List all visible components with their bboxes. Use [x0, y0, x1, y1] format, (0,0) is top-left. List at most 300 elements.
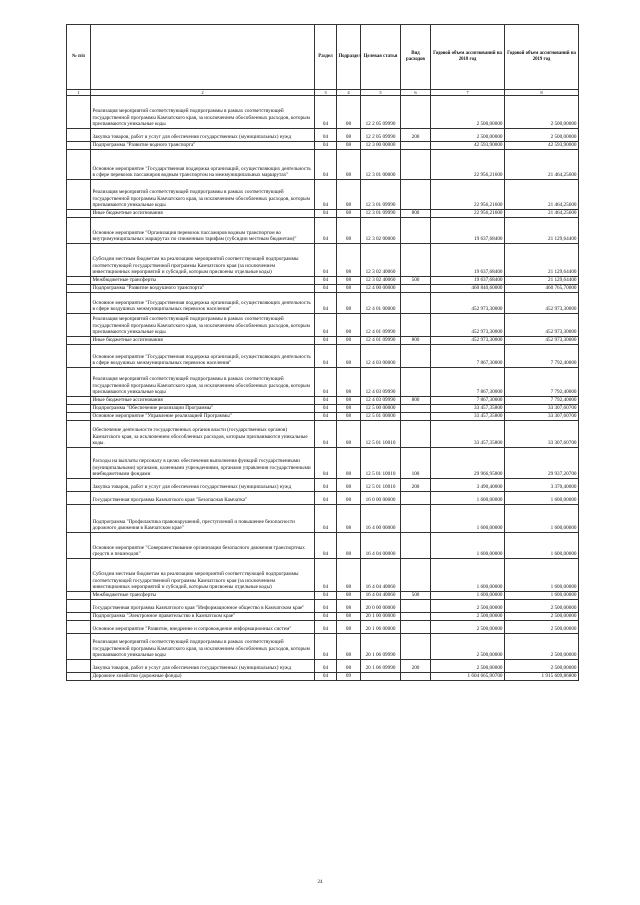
row-target-cell: 20 1 06 00000	[361, 621, 401, 634]
header-2018: Годовой объем ассигнований на 2018 год	[431, 25, 505, 90]
row-2019-cell: 1 600,00000	[505, 559, 579, 592]
row-num-cell	[67, 150, 91, 180]
row-target-cell	[361, 673, 401, 681]
row-num-cell	[67, 505, 91, 533]
row-subsection-cell: 08	[337, 492, 361, 505]
header-2019: Годовой объем ассигнований на 2019 год	[505, 25, 579, 90]
row-name-cell: Межбюджетные трансферты	[91, 277, 315, 285]
row-num-cell	[67, 314, 91, 337]
row-2018-cell: 1 600,00000	[431, 505, 505, 533]
table-row	[67, 405, 579, 413]
row-subsection-cell: 08	[337, 96, 361, 129]
row-expense-type-cell: 500	[401, 592, 431, 600]
row-name-cell: Основное мероприятие "Развитие, внедрение и сопровождение информационных систем"	[91, 621, 315, 634]
row-section-cell: 04	[315, 613, 337, 621]
row-2018-cell: 2 500,00000	[431, 96, 505, 129]
row-2018-cell: 460 840,60000	[431, 285, 505, 293]
row-subsection-cell: 08	[337, 613, 361, 621]
row-2018-cell: 33 457,35800	[431, 405, 505, 413]
row-target-cell: 12 5 00 00000	[361, 405, 401, 413]
row-section-cell: 04	[315, 397, 337, 405]
row-name-cell: Подпрограмма "Профилактика правонарушений, преступлений и повышение безопасности дорожного движения в Камчатском крае"	[91, 505, 315, 533]
row-expense-type-cell	[401, 405, 431, 413]
row-2018-cell: 2 500,00000	[431, 613, 505, 621]
table-row	[67, 180, 579, 210]
table-row	[67, 96, 579, 129]
row-target-cell: 20 1 06 09990	[361, 634, 401, 660]
row-name-cell: Подпрограмма "Электронное правительство в Камчатском крае"	[91, 613, 315, 621]
row-target-cell: 12 3 02 40060	[361, 277, 401, 285]
row-num-cell	[67, 448, 91, 479]
row-section-cell: 04	[315, 293, 337, 314]
row-section-cell: 04	[315, 142, 337, 150]
row-expense-type-cell: 100	[401, 448, 431, 479]
row-target-cell: 12 2 05 09990	[361, 96, 401, 129]
row-target-cell: 16 4 00 00000	[361, 505, 401, 533]
row-name-cell: Реализация мероприятий соответствующей подпрограммы в рамках соответствующей государственной программы Камчатского края, за исключением обособленных расходов, которым присваиваются уникальные коды	[91, 314, 315, 337]
row-target-cell: 12 3 00 00000	[361, 142, 401, 150]
table-row	[67, 660, 579, 673]
table-row	[67, 218, 579, 244]
row-section-cell: 04	[315, 621, 337, 634]
row-expense-type-cell	[401, 600, 431, 613]
row-2018-cell: 7 867,30000	[431, 368, 505, 397]
row-section-cell: 04	[315, 345, 337, 368]
column-number: 3	[315, 90, 337, 96]
row-subsection-cell: 08	[337, 293, 361, 314]
row-target-cell: 16 4 04 00000	[361, 533, 401, 559]
row-name-cell: Реализация мероприятий соответствующей подпрограммы в рамках соответствующей государственной программы Камчатского края, за исключением обособленных расходов, которым присваиваются уникальные коды	[91, 180, 315, 210]
row-subsection-cell: 08	[337, 600, 361, 613]
row-subsection-cell: 08	[337, 621, 361, 634]
row-expense-type-cell	[401, 285, 431, 293]
row-name-cell: Иные бюджетные ассигнования	[91, 210, 315, 218]
row-section-cell: 04	[315, 150, 337, 180]
row-num-cell	[67, 142, 91, 150]
row-section-cell: 04	[315, 634, 337, 660]
table-row	[67, 621, 579, 634]
row-num-cell	[67, 337, 91, 345]
row-section-cell: 04	[315, 592, 337, 600]
row-name-cell: Закупка товаров, работ и услуг для обеспечения государственных (муниципальных) нужд	[91, 479, 315, 492]
row-num-cell	[67, 218, 91, 244]
row-expense-type-cell	[401, 559, 431, 592]
row-section-cell: 04	[315, 448, 337, 479]
row-target-cell: 12 3 02 40060	[361, 244, 401, 277]
row-2018-cell: 452 973,30000	[431, 314, 505, 337]
row-target-cell: 12 4 03 09990	[361, 397, 401, 405]
row-num-cell	[67, 277, 91, 285]
row-2019-cell: 21 129,64400	[505, 218, 579, 244]
table-row	[67, 492, 579, 505]
row-subsection-cell: 08	[337, 337, 361, 345]
row-name-cell: Иные бюджетные ассигнования	[91, 397, 315, 405]
row-name-cell: Обеспечение деятельности государственных органов власти (государственных органов) Камчатского края, за исключением обособленных расходов, которым присваиваются уникальные коды.	[91, 421, 315, 448]
column-number: 5	[361, 90, 401, 96]
row-2018-cell: 19 637,68400	[431, 218, 505, 244]
row-num-cell	[67, 600, 91, 613]
row-expense-type-cell	[401, 218, 431, 244]
row-expense-type-cell	[401, 368, 431, 397]
header-row	[67, 25, 579, 90]
row-name-cell: Подпрограмма "Развитие водного транспорта"	[91, 142, 315, 150]
row-num-cell	[67, 559, 91, 592]
row-2019-cell: 2 500,00000	[505, 600, 579, 613]
row-2019-cell: 1 600,00000	[505, 505, 579, 533]
row-subsection-cell: 08	[337, 592, 361, 600]
row-target-cell: 12 3 01 09990	[361, 180, 401, 210]
column-number: 8	[505, 90, 579, 96]
row-2018-cell: 1 600,00000	[431, 592, 505, 600]
row-section-cell: 04	[315, 492, 337, 505]
row-num-cell	[67, 592, 91, 600]
row-expense-type-cell	[401, 621, 431, 634]
table-row	[67, 244, 579, 277]
row-expense-type-cell	[401, 150, 431, 180]
row-name-cell: Закупка товаров, работ и услуг для обеспечения государственных (муниципальных) нужд	[91, 129, 315, 142]
row-2019-cell: 2 500,00000	[505, 96, 579, 129]
row-num-cell	[67, 479, 91, 492]
table-row	[67, 600, 579, 613]
row-subsection-cell: 08	[337, 277, 361, 285]
row-num-cell	[67, 210, 91, 218]
table-row	[67, 397, 579, 405]
header-target: Целевая статья	[361, 25, 401, 90]
table-row	[67, 150, 579, 180]
row-name-cell: Государственная программа Камчатского края "Безопасная Камчатка"	[91, 492, 315, 505]
row-subsection-cell: 08	[337, 533, 361, 559]
row-expense-type-cell: 800	[401, 337, 431, 345]
row-target-cell: 12 4 01 09990	[361, 314, 401, 337]
table-row	[67, 277, 579, 285]
row-name-cell: Межбюджетные трансферты	[91, 592, 315, 600]
row-subsection-cell: 08	[337, 218, 361, 244]
row-section-cell: 04	[315, 413, 337, 421]
row-num-cell	[67, 180, 91, 210]
row-2019-cell: 7 792,40000	[505, 368, 579, 397]
row-2018-cell: 2 500,00000	[431, 129, 505, 142]
row-subsection-cell: 08	[337, 180, 361, 210]
row-section-cell: 04	[315, 421, 337, 448]
row-num-cell	[67, 405, 91, 413]
row-section-cell: 04	[315, 218, 337, 244]
row-num-cell	[67, 421, 91, 448]
row-subsection-cell: 08	[337, 244, 361, 277]
row-num-cell	[67, 413, 91, 421]
row-name-cell: Подпрограмма "Развитие воздушного транспорта"	[91, 285, 315, 293]
row-2018-cell: 7 867,30000	[431, 345, 505, 368]
row-num-cell	[67, 634, 91, 660]
row-section-cell: 04	[315, 660, 337, 673]
row-2019-cell: 29 937,20700	[505, 448, 579, 479]
row-2018-cell: 452 973,30000	[431, 337, 505, 345]
row-target-cell: 12 4 03 09990	[361, 368, 401, 397]
row-num-cell	[67, 533, 91, 559]
row-2019-cell: 7 792,40000	[505, 345, 579, 368]
row-2018-cell: 2 500,00000	[431, 660, 505, 673]
row-num-cell	[67, 293, 91, 314]
row-target-cell: 12 3 01 09990	[361, 210, 401, 218]
row-2018-cell: 33 457,35800	[431, 421, 505, 448]
row-section-cell: 04	[315, 673, 337, 681]
table-row	[67, 559, 579, 592]
table-row	[67, 337, 579, 345]
row-target-cell: 16 4 04 40060	[361, 559, 401, 592]
row-subsection-cell: 08	[337, 397, 361, 405]
row-subsection-cell: 08	[337, 368, 361, 397]
row-target-cell: 12 3 01 00000	[361, 150, 401, 180]
table-row	[67, 413, 579, 421]
row-subsection-cell: 09	[337, 673, 361, 681]
table-row	[67, 142, 579, 150]
row-target-cell: 16 4 04 40060	[361, 592, 401, 600]
row-num-cell	[67, 673, 91, 681]
row-2018-cell: 1 600,00000	[431, 559, 505, 592]
row-subsection-cell: 08	[337, 559, 361, 592]
row-expense-type-cell	[401, 413, 431, 421]
header-subsection: Подраздел	[337, 25, 361, 90]
row-2019-cell: 452 973,30000	[505, 293, 579, 314]
table-row	[67, 293, 579, 314]
row-subsection-cell: 08	[337, 505, 361, 533]
row-2019-cell: 452 973,30000	[505, 337, 579, 345]
row-2019-cell: 2 500,00000	[505, 613, 579, 621]
row-section-cell: 04	[315, 505, 337, 533]
row-expense-type-cell: 500	[401, 277, 431, 285]
row-subsection-cell: 08	[337, 479, 361, 492]
row-name-cell: Основное мероприятие "Управление реализацией Программы"	[91, 413, 315, 421]
row-2019-cell: 33 307,60700	[505, 421, 579, 448]
row-2019-cell: 1 600,00000	[505, 533, 579, 559]
row-expense-type-cell: 800	[401, 210, 431, 218]
row-num-cell	[67, 397, 91, 405]
column-number: 6	[401, 90, 431, 96]
row-expense-type-cell	[401, 180, 431, 210]
row-num-cell	[67, 345, 91, 368]
row-num-cell	[67, 613, 91, 621]
row-section-cell: 04	[315, 277, 337, 285]
document-page	[66, 24, 578, 681]
row-target-cell: 12 2 05 09990	[361, 129, 401, 142]
table-row	[67, 345, 579, 368]
row-expense-type-cell: 800	[401, 397, 431, 405]
table-row	[67, 129, 579, 142]
row-2018-cell: 2 500,00000	[431, 621, 505, 634]
row-name-cell: Реализация мероприятий соответствующей подпрограммы в рамках соответствующей государственной программы Камчатского края, за исключением обособленных расходов, которым присваиваются уникальные коды	[91, 634, 315, 660]
row-name-cell: Подпрограмма "Обеспечение реализации Программы"	[91, 405, 315, 413]
row-target-cell: 12 3 02 00000	[361, 218, 401, 244]
row-expense-type-cell	[401, 293, 431, 314]
row-name-cell: Основное мероприятие "Государственная поддержка организаций, осуществляющих деятельность в сфере воздушных межмуниципальных перевозок населения"	[91, 345, 315, 368]
row-section-cell: 04	[315, 129, 337, 142]
row-name-cell: Закупка товаров, работ и услуг для обеспечения государственных (муниципальных) нужд	[91, 660, 315, 673]
row-2019-cell: 1 600,00000	[505, 492, 579, 505]
row-2019-cell: 2 500,00000	[505, 621, 579, 634]
row-2019-cell: 1 600,00000	[505, 592, 579, 600]
row-target-cell: 16 0 00 00000	[361, 492, 401, 505]
row-name-cell: Основное мероприятие "Государственная поддержка организаций, осуществляющих деятельность в сфере воздушных межмуниципальных перевозок населения"	[91, 293, 315, 314]
row-num-cell	[67, 621, 91, 634]
row-expense-type-cell	[401, 96, 431, 129]
row-2019-cell: 2 500,00000	[505, 129, 579, 142]
row-2019-cell: 42 593,90000	[505, 142, 579, 150]
row-name-cell: Расходы на выплаты персоналу в целях обеспечения выполнения функций государственными (муниципальными) органами, казенными учреждениями, органами управления государственными внебюджетными фондами	[91, 448, 315, 479]
row-section-cell: 04	[315, 210, 337, 218]
row-2018-cell: 1 600,00000	[431, 533, 505, 559]
row-2019-cell: 21 129,64400	[505, 277, 579, 285]
row-2018-cell: 22 956,21600	[431, 210, 505, 218]
row-subsection-cell: 08	[337, 413, 361, 421]
row-name-cell: Основное мероприятие "Государственная поддержка организаций, осуществляющих деятельность в сфере перевозок пассажиров водным транспортом на межмуниципальных маршрутах"	[91, 150, 315, 180]
row-section-cell: 04	[315, 405, 337, 413]
row-2018-cell: 1 600,00000	[431, 492, 505, 505]
row-target-cell: 20 0 00 00000	[361, 600, 401, 613]
row-expense-type-cell	[401, 314, 431, 337]
row-2018-cell: 22 956,21600	[431, 150, 505, 180]
table-row	[67, 368, 579, 397]
row-target-cell: 12 5 01 00000	[361, 413, 401, 421]
row-2018-cell: 19 637,68400	[431, 277, 505, 285]
row-target-cell: 12 5 01 10010	[361, 479, 401, 492]
row-2018-cell: 29 966,95800	[431, 448, 505, 479]
table-body	[67, 96, 579, 681]
row-section-cell: 04	[315, 285, 337, 293]
row-num-cell	[67, 244, 91, 277]
row-expense-type-cell	[401, 634, 431, 660]
row-subsection-cell: 08	[337, 448, 361, 479]
row-subsection-cell: 08	[337, 345, 361, 368]
table-row	[67, 505, 579, 533]
row-2019-cell: 21 464,25600	[505, 210, 579, 218]
table-row	[67, 592, 579, 600]
row-2019-cell: 452 973,30000	[505, 314, 579, 337]
row-2018-cell: 1 604 665,90700	[431, 673, 505, 681]
row-section-cell: 04	[315, 600, 337, 613]
header-section: Раздел	[315, 25, 337, 90]
row-num-cell	[67, 285, 91, 293]
table-row	[67, 314, 579, 337]
row-name-cell: Субсидии местным бюджетам на реализацию мероприятий соответствующей подпрограммы соответствующей государственной программы Камчатского края (за исключением инвестиционных мероприятий и субсидий, которым присвоены отдельные коды)	[91, 244, 315, 277]
row-section-cell: 04	[315, 559, 337, 592]
row-target-cell: 12 4 00 00000	[361, 285, 401, 293]
row-2019-cell: 3 370,40000	[505, 479, 579, 492]
table-row	[67, 634, 579, 660]
row-2019-cell: 460 765,70000	[505, 285, 579, 293]
row-target-cell: 20 1 06 09990	[361, 660, 401, 673]
row-section-cell: 04	[315, 314, 337, 337]
row-name-cell: Субсидии местным бюджетам на реализацию мероприятий соответствующей подпрограммы соответствующей государственной программы Камчатского края (за исключением инвестиционных мероприятий и субсидий, которым присвоены отдельные коды)	[91, 559, 315, 592]
row-2019-cell: 33 307,60700	[505, 413, 579, 421]
row-target-cell: 20 1 00 00000	[361, 613, 401, 621]
row-2019-cell: 7 792,40000	[505, 397, 579, 405]
row-subsection-cell: 08	[337, 129, 361, 142]
row-section-cell: 04	[315, 337, 337, 345]
row-subsection-cell: 08	[337, 634, 361, 660]
table-row	[67, 285, 579, 293]
row-2019-cell: 2 500,00000	[505, 660, 579, 673]
row-expense-type-cell	[401, 492, 431, 505]
row-name-cell: Реализация мероприятий соответствующей подпрограммы в рамках соответствующей государственной программы Камчатского края, за исключением обособленных расходов, которым присваиваются уникальные коды	[91, 368, 315, 397]
row-num-cell	[67, 660, 91, 673]
table-row	[67, 210, 579, 218]
row-expense-type-cell	[401, 613, 431, 621]
row-name-cell: Дорожное хозяйство (дорожные фонды)	[91, 673, 315, 681]
table-row	[67, 673, 579, 681]
row-2019-cell: 21 464,25600	[505, 180, 579, 210]
row-section-cell: 04	[315, 180, 337, 210]
row-subsection-cell: 08	[337, 150, 361, 180]
row-2019-cell: 21 129,64400	[505, 244, 579, 277]
row-name-cell: Реализация мероприятий соответствующей подпрограммы в рамках соответствующей государственной программы Камчатского края, за исключением обособленных расходов, которым присваиваются уникальные коды	[91, 96, 315, 129]
table-row	[67, 421, 579, 448]
row-target-cell: 12 4 01 00000	[361, 293, 401, 314]
row-expense-type-cell: 200	[401, 129, 431, 142]
row-num-cell	[67, 368, 91, 397]
table-row	[67, 613, 579, 621]
row-subsection-cell: 08	[337, 142, 361, 150]
column-number: 1	[67, 90, 91, 96]
row-target-cell: 12 4 01 09990	[361, 337, 401, 345]
row-num-cell	[67, 492, 91, 505]
row-2019-cell: 2 500,00000	[505, 634, 579, 660]
row-2018-cell: 2 500,00000	[431, 634, 505, 660]
row-section-cell: 04	[315, 244, 337, 277]
column-number: 4	[337, 90, 361, 96]
row-2018-cell: 3 490,40000	[431, 479, 505, 492]
row-target-cell: 12 5 01 10010	[361, 448, 401, 479]
row-subsection-cell: 08	[337, 405, 361, 413]
row-2018-cell: 19 637,68400	[431, 244, 505, 277]
row-expense-type-cell	[401, 244, 431, 277]
row-expense-type-cell	[401, 142, 431, 150]
row-2018-cell: 42 593,90000	[431, 142, 505, 150]
row-expense-type-cell	[401, 533, 431, 559]
row-2018-cell: 33 457,35800	[431, 413, 505, 421]
header-expense-type: Вид расходов	[401, 25, 431, 90]
row-subsection-cell: 08	[337, 421, 361, 448]
row-section-cell: 04	[315, 533, 337, 559]
header-name	[91, 25, 315, 90]
row-expense-type-cell	[401, 505, 431, 533]
column-number: 7	[431, 90, 505, 96]
row-expense-type-cell: 200	[401, 660, 431, 673]
row-num-cell	[67, 96, 91, 129]
table-row	[67, 479, 579, 492]
row-2018-cell: 452 973,30000	[431, 293, 505, 314]
table-row	[67, 448, 579, 479]
row-2018-cell: 22 956,21600	[431, 180, 505, 210]
row-target-cell: 12 4 03 00000	[361, 345, 401, 368]
row-2019-cell: 21 464,25600	[505, 150, 579, 180]
row-subsection-cell: 08	[337, 285, 361, 293]
page-number: 24	[317, 880, 323, 885]
row-section-cell: 04	[315, 479, 337, 492]
row-subsection-cell: 08	[337, 210, 361, 218]
row-expense-type-cell	[401, 345, 431, 368]
row-2018-cell: 2 500,00000	[431, 600, 505, 613]
row-name-cell: Основное мероприятие "Совершенствование организации безопасного движения транспортных средств и пешеходов"	[91, 533, 315, 559]
row-expense-type-cell	[401, 421, 431, 448]
row-expense-type-cell: 200	[401, 479, 431, 492]
row-2019-cell: 33 307,60700	[505, 405, 579, 413]
row-target-cell: 12 5 01 10010	[361, 421, 401, 448]
row-num-cell	[67, 129, 91, 142]
row-subsection-cell: 08	[337, 314, 361, 337]
budget-table	[66, 24, 579, 681]
header-num: № п/п	[67, 25, 91, 90]
table-row	[67, 533, 579, 559]
row-section-cell: 04	[315, 96, 337, 129]
